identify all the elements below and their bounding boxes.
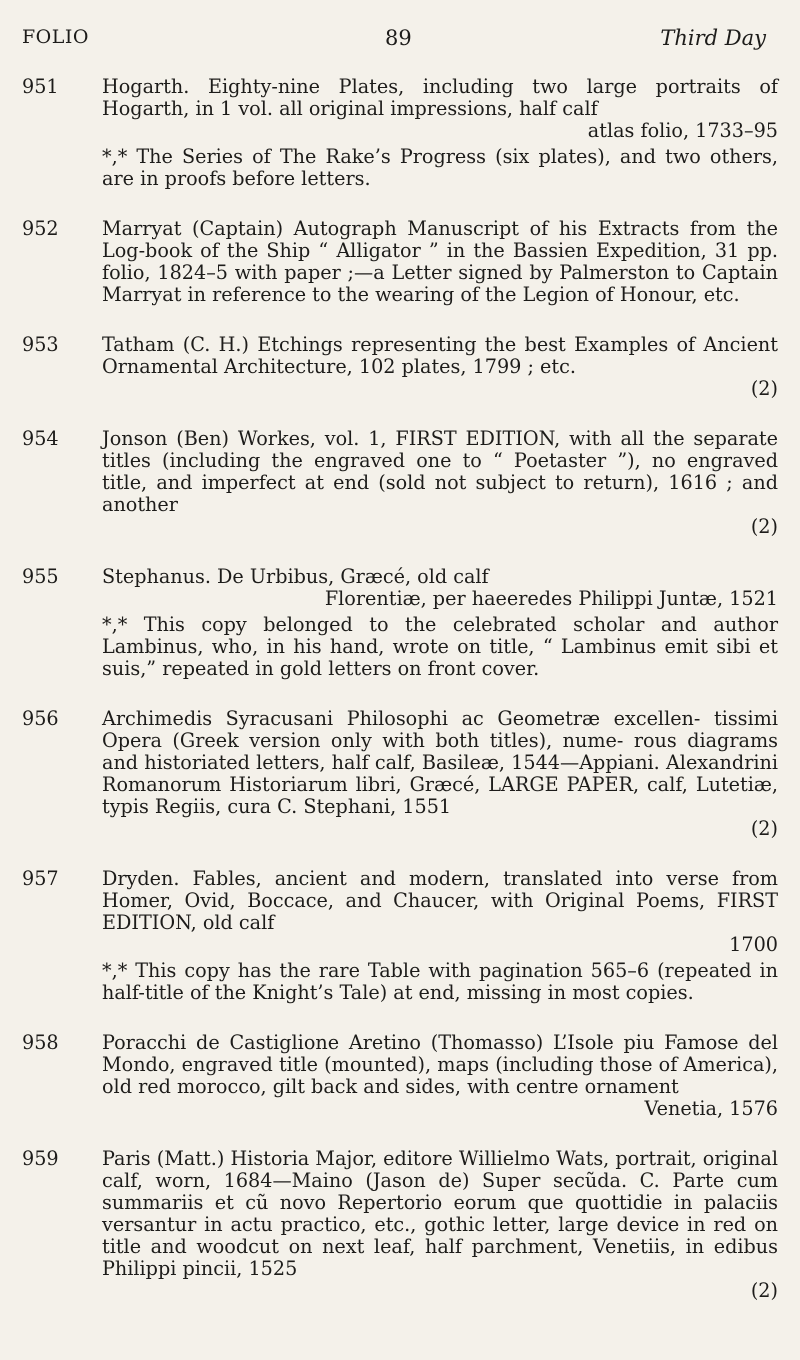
header-day: Third Day xyxy=(660,26,766,50)
lot-list xyxy=(22,76,778,1330)
lot-entry xyxy=(22,566,778,680)
lot-number: 957 xyxy=(22,867,59,890)
running-head xyxy=(22,26,766,54)
lot-description: Jonson (Ben) Workes, vol. 1, FIRST EDITION, with all the separate titles (including the engraved one to “ Poetaster ”), no engraved title, and imperfect at end (sold not subject to return), 1616 ; and another xyxy=(102,427,778,516)
lot-description: Tatham (C. H.) Etchings representing the best Examples of Ancient Ornamental Architecture, 102 plates, 1799 ; etc. xyxy=(102,333,778,378)
lot-description: Paris (Matt.) Historia Major, editore Willielmo Wats, portrait, original calf, worn, 1684—Maino (Jason de) Super secũda. C. Parte cum summariis et cũ novo Repertorio eorum que quottidie in palaciis versantur in actu practico, etc., gothic letter, large device in red on title and woodcut on next leaf, half parchment, Venetiis, in edibus Philippi pincii, 1525 xyxy=(102,1147,778,1280)
lot-note: *,* This copy belonged to the celebrated scholar and author Lambinus, who, in his hand, wrote on title, “ Lambinus emit sibi et suis,” repeated in gold letters on front cover. xyxy=(102,613,778,680)
lot-number: 953 xyxy=(22,333,59,356)
lot-entry xyxy=(22,428,778,538)
lot-entry xyxy=(22,868,778,1004)
lot-quantity: (2) xyxy=(750,515,778,538)
lot-description: Hogarth. Eighty-nine Plates, including two large portraits of Hogarth, in 1 vol. all original impressions, half calf xyxy=(102,75,778,120)
lot-number: 959 xyxy=(22,1147,59,1170)
lot-entry xyxy=(22,1032,778,1120)
lot-entry xyxy=(22,218,778,306)
lot-description: Poracchi de Castiglione Aretino (Thomasso) L’Isole piu Famose del Mondo, engraved title (mounted), maps (including those of America), old red morocco, gilt back and sides, with centre ornament xyxy=(102,1031,778,1098)
lot-imprint: Florentiæ, per haeeredes Philippi Juntæ, 1521 xyxy=(324,587,778,610)
lot-description: Archimedis Syracusani Philosophi ac Geometræ excellen- tissimi Opera (Greek version only with both titles), nume- rous diagrams and historiated letters, half calf, Basileæ, 1544—Appiani. Alexandrini Romanorum Historiarum libri, Græcé, LARGE PAPER, calf, Lutetiæ, typis Regiis, cura C. Stephani, 1551 xyxy=(102,707,778,818)
lot-date: 1700 xyxy=(729,933,778,956)
lot-description: Marryat (Captain) Autograph Manuscript of his Extracts from the Log-book of the Ship “ Alligator ” in the Bassien Expedition, 31 pp. folio, 1824–5 with paper ;—a Letter signed by Palmerston to Captain Marryat in reference to the wearing of the Legion of Honour, etc. xyxy=(102,217,778,306)
lot-imprint: atlas folio, 1733–95 xyxy=(587,119,778,142)
lot-note: *,* The Series of The Rake’s Progress (six plates), and two others, are in proofs before letters. xyxy=(102,145,778,190)
lot-entry xyxy=(22,76,778,190)
page-number: 89 xyxy=(385,26,412,50)
lot-quantity: (2) xyxy=(750,1279,778,1302)
lot-number: 955 xyxy=(22,565,59,588)
lot-number: 952 xyxy=(22,217,59,240)
lot-number: 958 xyxy=(22,1031,59,1054)
lot-entry xyxy=(22,708,778,840)
lot-imprint: Venetia, 1576 xyxy=(644,1097,778,1120)
lot-number: 954 xyxy=(22,427,59,450)
header-format: FOLIO xyxy=(22,26,89,48)
lot-quantity: (2) xyxy=(750,817,778,840)
lot-number: 956 xyxy=(22,707,59,730)
lot-entry xyxy=(22,334,778,400)
lot-description: Stephanus. De Urbibus, Græcé, old calf xyxy=(102,565,489,588)
lot-description: Dryden. Fables, ancient and modern, translated into verse from Homer, Ovid, Boccace, and Chaucer, with Original Poems, FIRST EDITION, old calf xyxy=(102,867,778,934)
lot-quantity: (2) xyxy=(750,377,778,400)
lot-number: 951 xyxy=(22,75,59,98)
lot-entry xyxy=(22,1148,778,1302)
lot-note: *,* This copy has the rare Table with pagination 565–6 (repeated in half-title of the Knight’s Tale) at end, missing in most copies. xyxy=(102,959,778,1004)
